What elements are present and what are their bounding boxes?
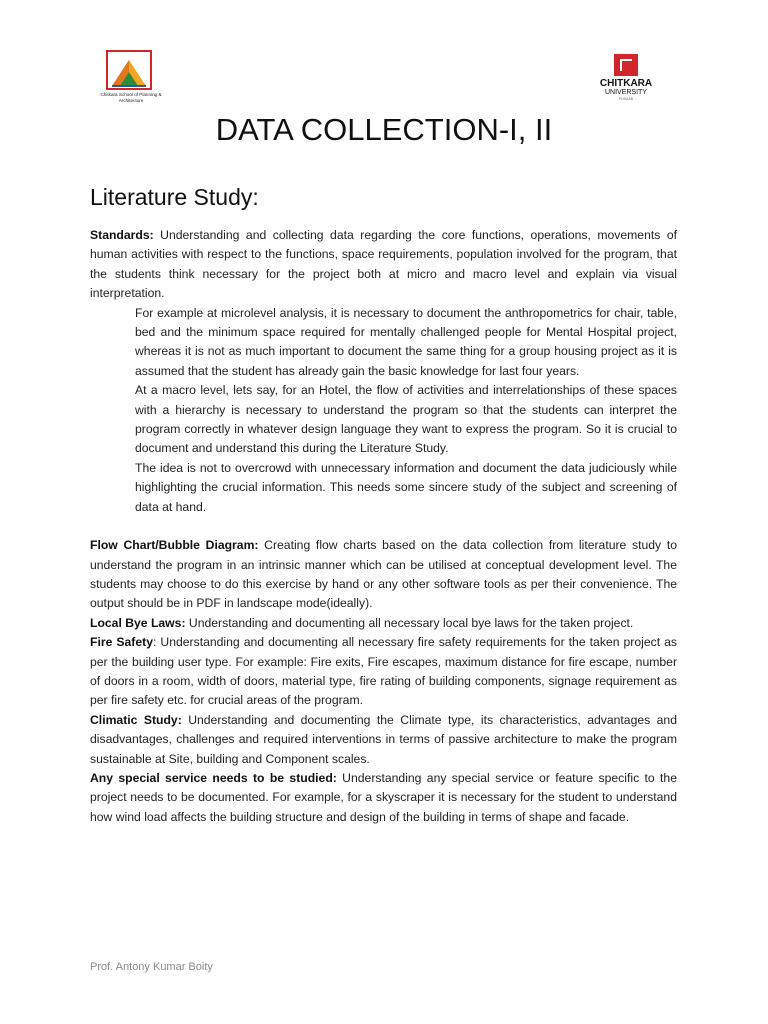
climatic-text: Understanding and documenting the Climate type, its characteristics, advantages and disadvantages, challenges and required interventions in terms of passive architecture to make the program sustainable at Site, building and Component scales. — [90, 712, 677, 766]
flow-chart-label: Flow Chart/Bubble Diagram: — [90, 538, 259, 553]
fire-safety-paragraph — [90, 633, 677, 711]
bye-laws-paragraph — [90, 614, 677, 633]
fire-safety-label: Fire Safety — [90, 635, 153, 650]
standards-text: Understanding and collecting data regarding the core functions, operations, movements of human activities with respect to the functions, space requirements, population involved for the program, that the students think necessary for the project both at micro and macro level and explain via visual interpretation. — [90, 228, 677, 301]
standards-example-micro: For example at microlevel analysis, it is necessary to document the anthropometrics for chair, table, bed and the minimum space required for mentally challenged people for Mental Hospital project, whereas it is not as much important to document the same thing for a group housing project as it is assumed that the student has already gain the basic knowledge for last four years. — [135, 305, 677, 378]
climatic-paragraph — [90, 711, 677, 769]
climatic-label: Climatic Study: — [90, 712, 182, 727]
special-service-paragraph — [90, 769, 677, 827]
university-logo-name: CHITKARA — [599, 78, 653, 89]
special-service-text: Understanding any special service or feature specific to the project needs to be documented. For example, for a skyscraper it is necessary for the student to understand how wind load affects the building structure and design of the building in terms of shape and facade. — [90, 770, 677, 824]
bye-laws-label: Local Bye Laws: — [90, 615, 186, 630]
standards-paragraph — [90, 226, 677, 304]
document-body — [90, 226, 677, 827]
special-service-label: Any special service needs to be studied: — [90, 770, 337, 785]
school-logo-mark-icon — [108, 52, 150, 88]
flow-chart-paragraph — [90, 536, 677, 614]
standards-label: Standards: — [90, 228, 154, 242]
footer-author: Prof. Antony Kumar Boity — [90, 961, 213, 973]
section-heading: Literature Study: — [90, 184, 259, 210]
fire-safety-text: : Understanding and documenting all necessary fire safety requirements for the taken project as per the building user type. For example: Fire exits, Fire escapes, maximum distance for fire escape, number of doors in a room, width of doors, material type, fire rating of building components, signage requirement as per fire safety etc. for crucial areas of the program. — [90, 635, 677, 708]
school-logo-caption: Chitkara School of Planning & Architecture — [100, 92, 162, 103]
university-logo-sub: UNIVERSITY — [604, 89, 647, 96]
page-title: DATA COLLECTION-I, II — [215, 112, 553, 147]
standards-note: The idea is not to overcrowd with unnecessary information and document the data judiciously while highlighting the crucial information. This needs some sincere study of the subject and screening of data at hand. — [135, 460, 677, 514]
university-logo — [596, 54, 656, 104]
university-logo-mark-icon — [614, 54, 638, 76]
flow-chart-text: Creating flow charts based on the data collection from literature study to understand the program in an intrinsic manner which can be utilised at conceptual development level. The students may choose to do this exercise by hand or any other software tools as per their convenience. The output should be in PDF in landscape mode(ideally). — [90, 538, 677, 611]
bye-laws-text: Understanding and documenting all necessary local bye laws for the taken project. — [185, 615, 634, 630]
standards-example-macro: At a macro level, lets say, for an Hotel, the flow of activities and interrelationships of these spaces with a hierarchy is necessary to understand the program so that the students can interpret the program correctly in whatever design language they want to express the program. So it is crucial to document and understand this during the Literature Study. — [135, 383, 677, 456]
school-logo — [100, 48, 162, 112]
university-logo-tiny: PUNJAB — [619, 97, 633, 101]
